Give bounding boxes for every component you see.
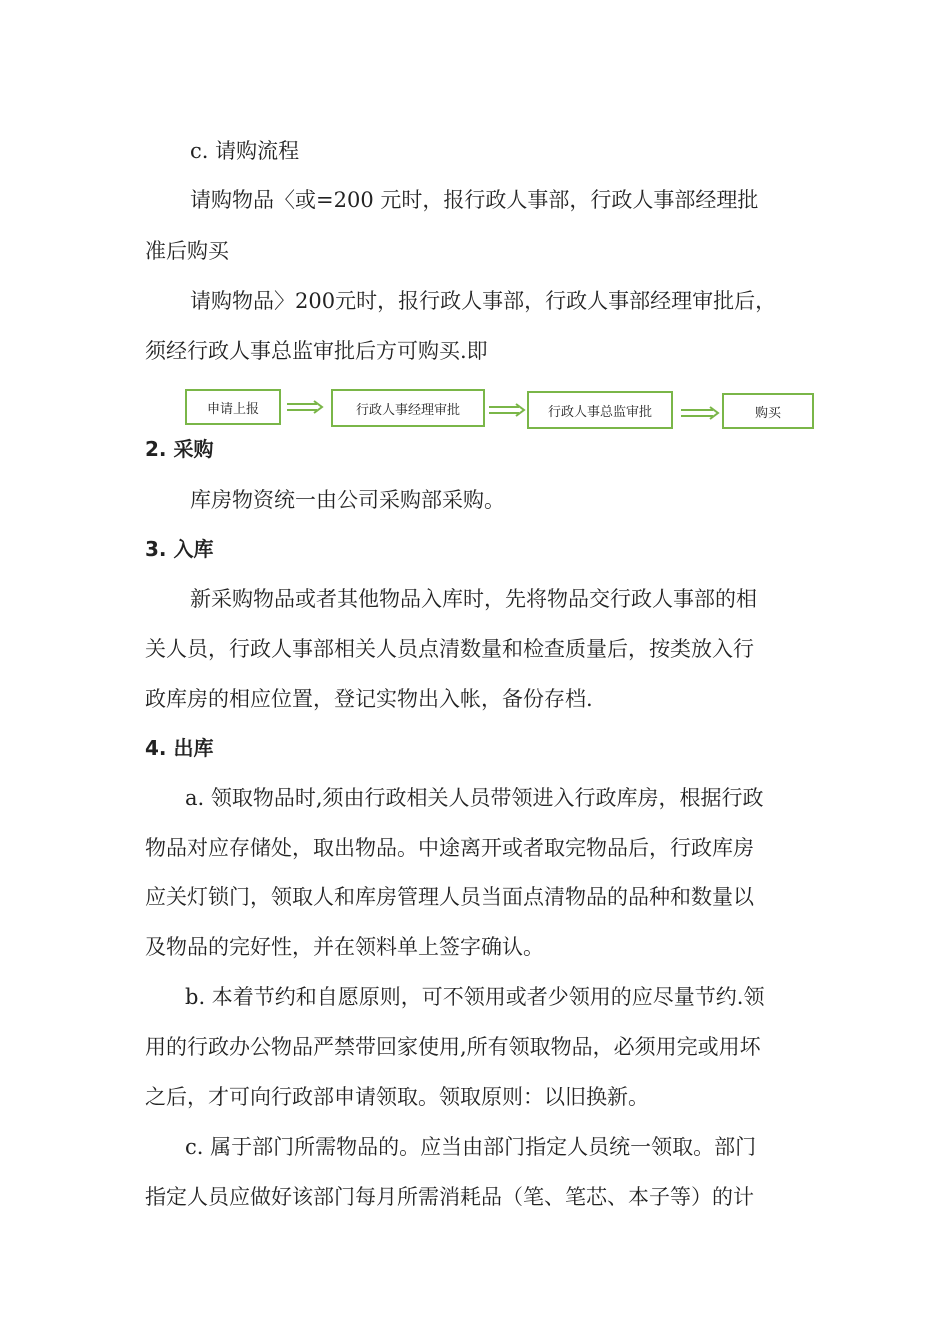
para-outbound-a-line2: 物品对应存储处，取出物品。中途离开或者取完物品后，行政库房 [145,836,754,860]
heading-outbound: 4. 出库 [145,736,214,760]
para-outbound-a-line3: 应关灯锁门，领取人和库房管理人员当面点清物品的品种和数量以 [145,885,754,909]
para-outbound-c-line1: c. 属于部门所需物品的。应当由部门指定人员统一领取。部门 [185,1135,757,1159]
flow-box-apply: 申请上报 [185,389,281,425]
flow-box-director-approval: 行政人事总监审批 [527,391,673,429]
flow-box-manager-approval: 行政人事经理审批 [331,389,485,427]
flow-arrow-icon [681,406,721,420]
para-outbound-a-line1: a. 领取物品时,须由行政相关人员带领进入行政库房，根据行政 [185,786,764,810]
section-c-title: c. 请购流程 [190,139,300,163]
flow-box-purchase: 购买 [722,393,814,429]
para-outbound-a-line4: 及物品的完好性，并在领料单上签字确认。 [145,935,544,959]
para-inbound-line1: 新采购物品或者其他物品入库时，先将物品交行政人事部的相 [190,587,757,611]
para-request-over-200-line2: 须经行政人事总监审批后方可购买.即 [145,339,488,363]
flow-arrow-icon [489,403,527,417]
para-outbound-c-line2: 指定人员应做好该部门每月所需消耗品（笔、笔芯、本子等）的计 [145,1185,754,1209]
heading-inbound: 3. 入库 [145,537,214,561]
para-request-over-200-line1: 请购物品〉200元时，报行政人事部，行政人事部经理审批后， [190,289,777,313]
para-inbound-line3: 政库房的相应位置，登记实物出入帐，备份存档. [145,687,593,711]
para-request-under-200-line2: 准后购买 [145,239,229,263]
para-outbound-b-line1: b. 本着节约和自愿原则，可不领用或者少领用的应尽量节约.领 [185,985,765,1009]
heading-purchase: 2. 采购 [145,437,214,461]
para-purchase: 库房物资统一由公司采购部采购。 [190,488,505,512]
para-outbound-b-line2: 用的行政办公物品严禁带回家使用,所有领取物品，必须用完或用坏 [145,1035,761,1059]
flow-arrow-icon [287,400,325,414]
para-inbound-line2: 关人员，行政人事部相关人员点清数量和检查质量后，按类放入行 [145,637,754,661]
para-outbound-b-line3: 之后，才可向行政部申请领取。领取原则：以旧换新。 [145,1085,649,1109]
para-request-under-200-line1: 请购物品〈或=200 元时，报行政人事部，行政人事部经理批 [190,188,759,212]
